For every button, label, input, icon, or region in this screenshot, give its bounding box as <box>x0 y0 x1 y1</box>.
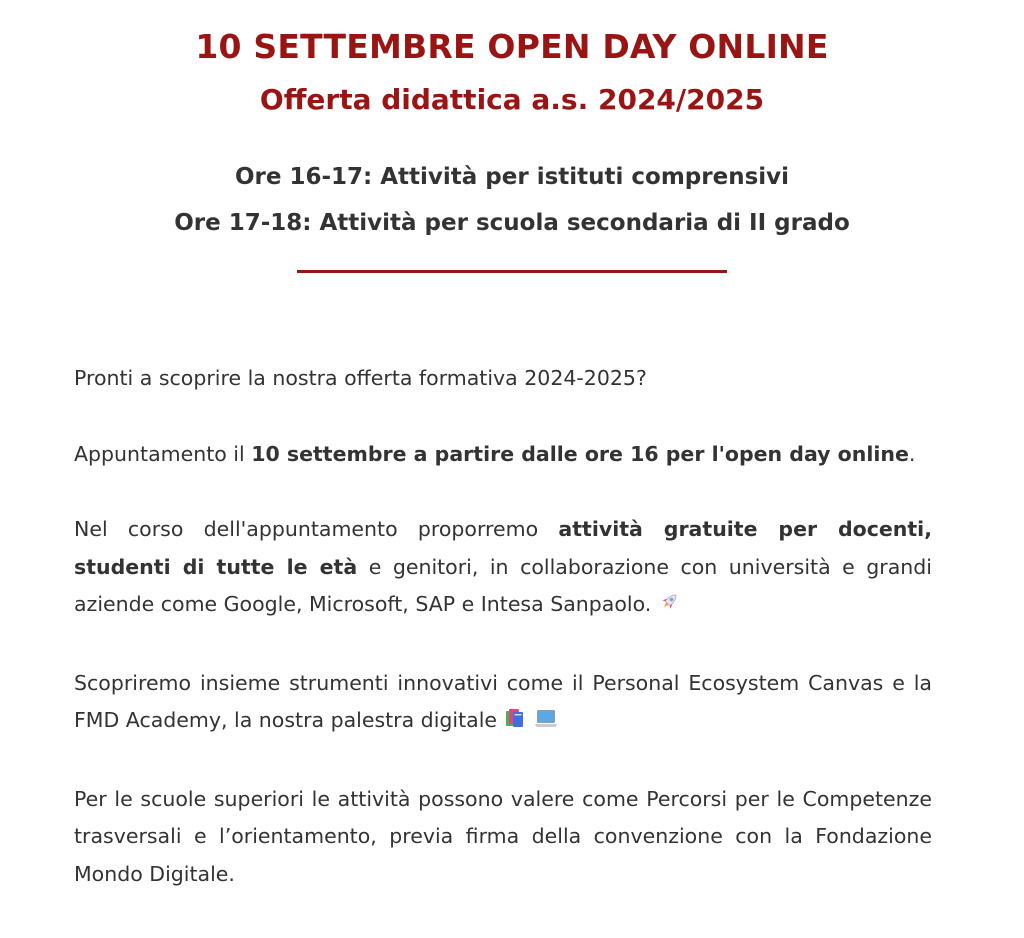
appointment-text: Appuntamento il <box>74 441 252 466</box>
paragraph-activities <box>74 511 932 627</box>
schedule <box>0 154 1024 273</box>
activities-highlight: attività gratuite per docenti, studenti di tutte le età <box>74 517 932 579</box>
rocket-icon <box>657 589 681 627</box>
schedule-line-1: Ore 16-17: Attività per istituti comprensivi <box>234 164 790 190</box>
paragraph-schools: Per le scuole superiori le attività possono valere come Percorsi per le Competenze trasversali e l’orientamento, previa firma della convenzione con la Fondazione Mondo Digitale. <box>74 786 932 886</box>
page-subtitle: Offerta didattica a.s. 2024/2025 <box>259 83 765 116</box>
tools-text: Scopriremo insieme strumenti innovativi come il Personal Ecosystem Canvas e la FMD Academy, la nostra palestra digitale <box>74 670 932 732</box>
paragraph-tools <box>74 665 932 743</box>
divider <box>297 270 727 273</box>
paragraph-intro: Pronti a scoprire la nostra offerta formativa 2024-2025? <box>74 366 647 390</box>
activities-text-end: e genitori, in collaborazione con università e grandi aziende come Google, Microsoft, SAP e Intesa Sanpaolo. <box>74 554 932 616</box>
books-icon <box>503 705 527 743</box>
schedule-line-2: Ore 17-18: Attività per scuola secondaria di II grado <box>174 210 850 236</box>
laptop-icon <box>533 705 559 743</box>
header <box>0 0 1024 120</box>
appointment-date-highlight: 10 settembre a partire dalle ore 16 per l'open day online <box>251 441 909 466</box>
page-title: 10 SETTEMBRE OPEN DAY ONLINE <box>195 27 829 66</box>
paragraph-appointment <box>74 436 932 474</box>
body-content <box>74 360 932 931</box>
appointment-end: . <box>908 441 916 466</box>
activities-text-start: Nel corso dell'appuntamento proporremo <box>74 517 559 541</box>
